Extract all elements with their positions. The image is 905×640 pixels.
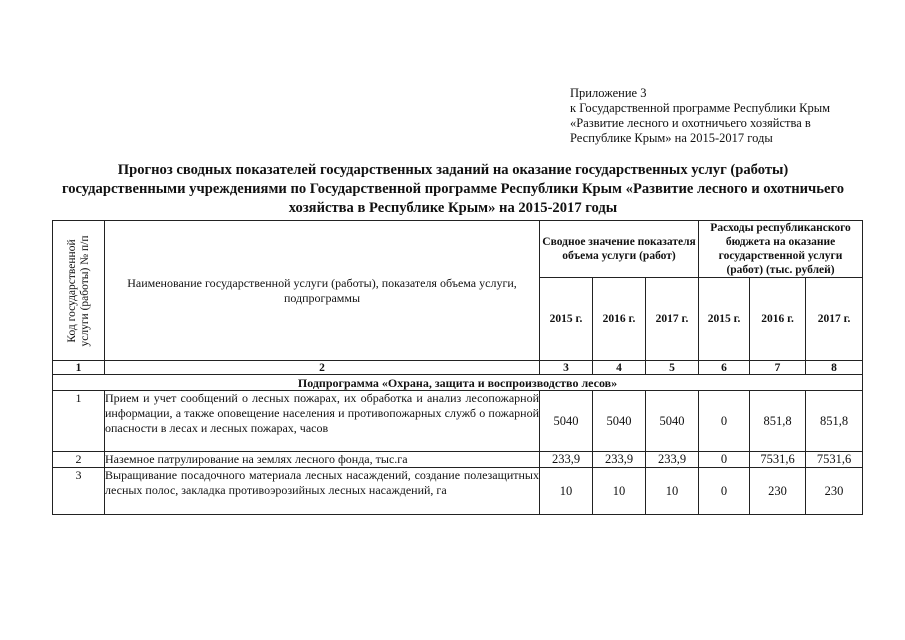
row-number: 3 [53,468,105,515]
header-code: Код государственной услуги (работы) № п/п [65,234,91,347]
header-name: Наименование государственной услуги (работы), показателя объема услуги, подпрограммы [105,221,540,361]
header-year: 2017 г. [646,278,699,361]
row-value: 233,9 [646,452,699,468]
annex-block [570,86,890,146]
row-value: 0 [699,391,750,452]
header-year: 2016 г. [593,278,646,361]
column-number: 4 [593,361,646,375]
header-row-top [53,221,863,278]
row-value: 5040 [646,391,699,452]
annex-line-4: Республике Крым» на 2015-2017 годы [570,131,773,145]
row-value: 851,8 [750,391,806,452]
row-value: 230 [806,468,863,515]
header-code-cell [53,221,105,361]
row-value: 0 [699,452,750,468]
title-line-2: государственными учреждениями по Государственной программе Республики Крым «Развитие лесного и охотничьего [61,181,845,197]
row-value: 230 [750,468,806,515]
column-number: 5 [646,361,699,375]
column-number: 3 [540,361,593,375]
title-line-3: хозяйства в Республике Крым» на 2015-2017 годы [288,200,618,216]
row-value: 7531,6 [750,452,806,468]
column-number: 2 [105,361,540,375]
row-name: Прием и учет сообщений о лесных пожарах, их обработка и анализ лесопожарной информации, а также оповещение населения и противопожарных служб о пожарной опасности в лесах и лесных пожарах, часов [105,391,540,452]
document-title [18,161,888,218]
title-line-1: Прогноз сводных показателей государственных заданий на оказание государственных услуг (работы) [117,162,789,178]
annex-line-1: Приложение 3 [570,86,647,100]
header-year: 2016 г. [750,278,806,361]
header-year: 2015 г. [699,278,750,361]
row-value: 851,8 [806,391,863,452]
row-value: 7531,6 [806,452,863,468]
row-value: 5040 [540,391,593,452]
column-number: 7 [750,361,806,375]
row-value: 10 [540,468,593,515]
indicators-table [52,220,863,515]
row-name: Наземное патрулирование на землях лесного фонда, тыс.га [105,452,540,468]
header-year: 2017 г. [806,278,863,361]
header-year: 2015 г. [540,278,593,361]
table-row [53,391,863,452]
row-value: 10 [593,468,646,515]
row-name: Выращивание посадочного материала лесных насаждений, создание полезащитных лесных полос, закладка противоэрозийных лесных насаждений, га [105,468,540,515]
annex-line-3: «Развитие лесного и охотничьего хозяйства в [570,116,811,130]
table-row [53,468,863,515]
subprogram-row [53,375,863,391]
column-number-row [53,361,863,375]
row-value: 5040 [593,391,646,452]
column-number: 1 [53,361,105,375]
subprogram-title: Подпрограмма «Охрана, защита и воспроизводство лесов» [53,375,863,391]
header-expense-group: Расходы республиканского бюджета на оказание государственной услуги (работ) (тыс. рублей) [699,221,863,278]
row-value: 233,9 [593,452,646,468]
column-number: 8 [806,361,863,375]
annex-line-2: к Государственной программе Республики Крым [570,101,831,115]
row-value: 233,9 [540,452,593,468]
header-volume-group: Сводное значение показателя объема услуги (работ) [540,221,699,278]
table-row [53,452,863,468]
column-number: 6 [699,361,750,375]
row-number: 1 [53,391,105,452]
row-number: 2 [53,452,105,468]
row-value: 0 [699,468,750,515]
row-value: 10 [646,468,699,515]
